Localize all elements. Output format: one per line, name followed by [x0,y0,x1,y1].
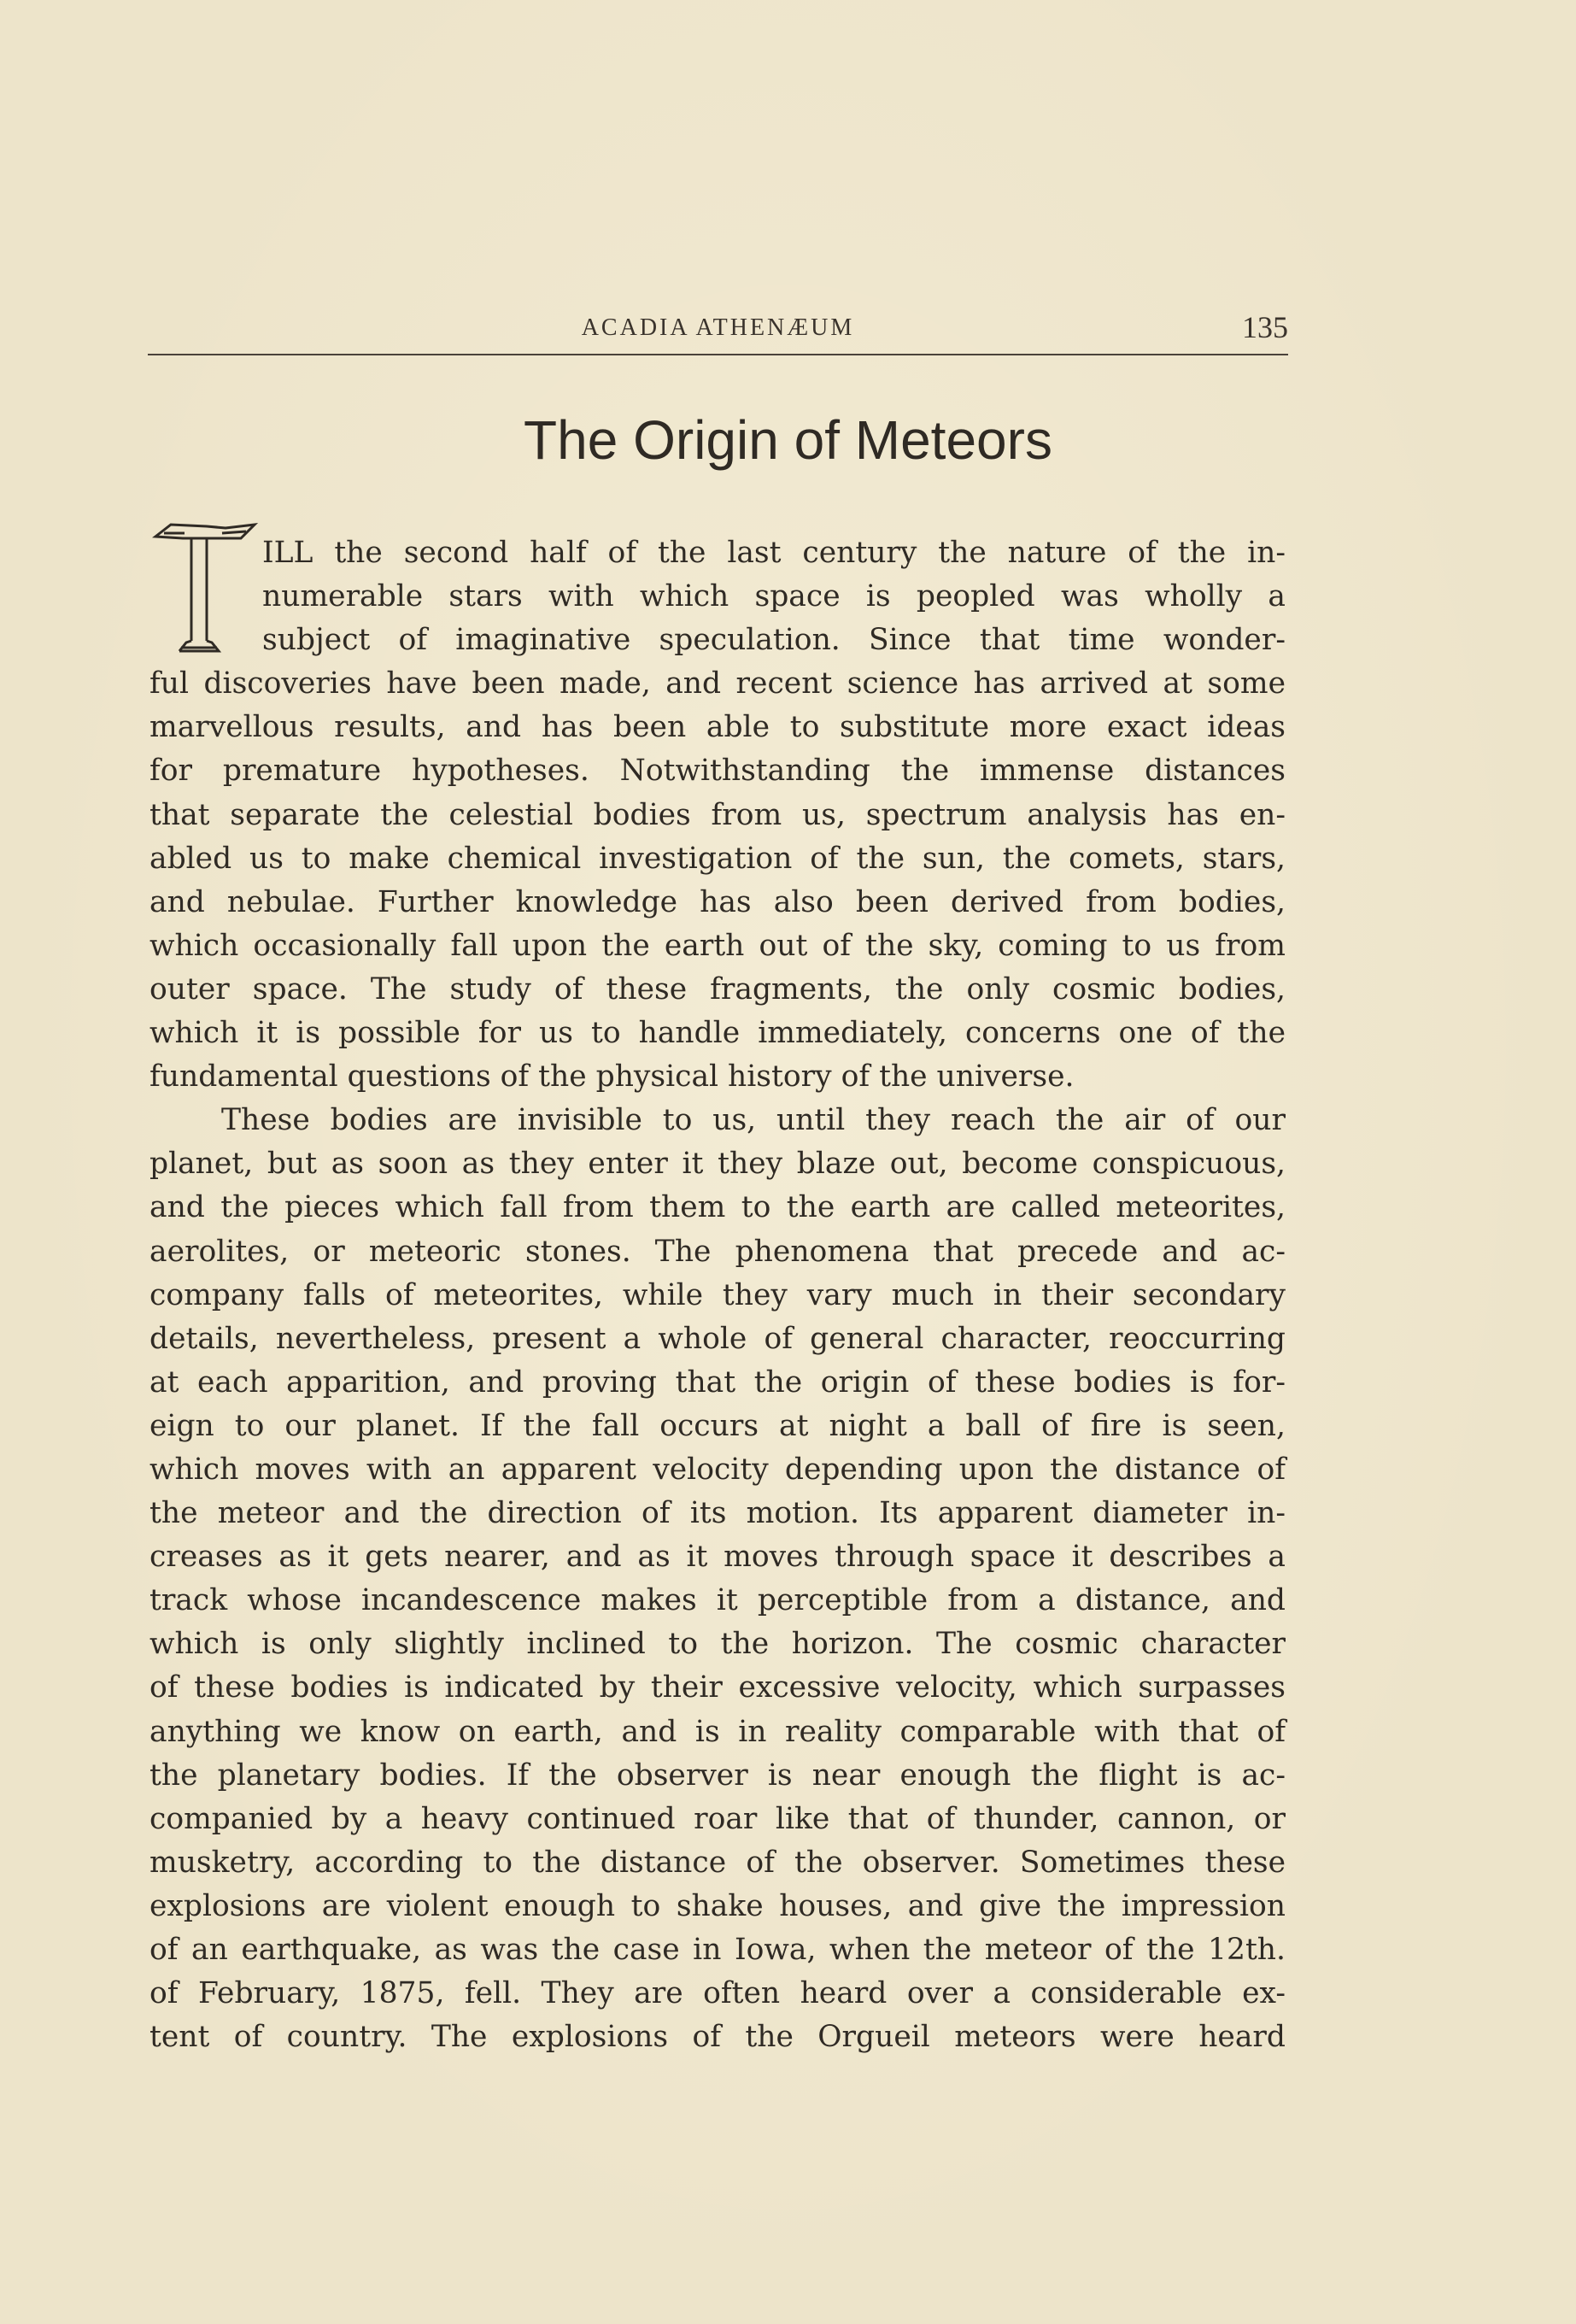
text-line: outer space. The study of these fragments, the only cosmic bodies, [149,971,1286,1006]
running-head [148,309,1288,355]
text-line: at each apparition, and proving that the origin of these bodies is for- [149,1364,1286,1400]
text-line: which is only slightly inclined to the horizon. The cosmic character [149,1627,1286,1662]
text-line: which it is possible for us to handle immediately, concerns one of the [149,1016,1286,1051]
text-line: fundamental questions of the physical history of the universe. [149,1059,1075,1095]
text-line: for premature hypotheses. Notwithstanding the immense distances [149,754,1286,789]
text-line: companied by a heavy continued roar like that of thunder, cannon, or [149,1801,1286,1836]
text-line: which moves with an apparent velocity depending upon the distance of [149,1452,1286,1487]
text-line: abled us to make chemical investigation of the sun, the comets, stars, [149,841,1286,876]
text-line: tent of country. The explosions of the Orgueil meteors were heard [149,2020,1286,2055]
text-line: anything we know on earth, and is in reality comparable with that of [149,1714,1286,1749]
text-line: musketry, according to the distance of the observer. Sometimes these [149,1845,1286,1880]
text-line: and nebulae. Further knowledge has also been derived from bodies, [149,884,1286,919]
text-line: eign to our planet. If the fall occurs at night a ball of fire is seen, [149,1408,1286,1443]
text-line: creases as it gets nearer, and as it moves through space it describes a [149,1540,1286,1575]
paragraph-first-line: These bodies are invisible to us, until they reach the air of our [221,1103,1286,1138]
running-title: ACADIA ATHENÆUM [581,314,855,341]
text-line: track whose incandescence makes it perceptible from a distance, and [149,1583,1286,1618]
text-line: the meteor and the direction of its motion. Its apparent diameter in- [149,1496,1286,1531]
article-body [149,531,1286,2059]
first-line: ILL the second half of the last century the nature of the in- [262,536,1286,570]
text-line: planet, but as soon as they enter it they blaze out, become conspicuous, [149,1147,1286,1182]
text-line: ful discoveries have been made, and recent science has arrived at some [149,666,1286,701]
text-line: that separate the celestial bodies from us, spectrum analysis has en- [149,797,1286,832]
text-line: the planetary bodies. If the observer is near enough the flight is ac- [149,1758,1286,1793]
article-title: The Origin of Meteors [524,409,1052,471]
text-line: subject of imaginative speculation. Since that time wonder- [262,623,1286,658]
text-line: of an earthquake, as was the case in Iowa, when the meteor of the 12th. [149,1933,1286,1967]
text-line: and the pieces which fall from them to the earth are called meteorites, [149,1190,1286,1225]
text-line: aerolites, or meteoric stones. The phenomena that precede and ac- [149,1234,1286,1269]
text-line: of these bodies is indicated by their excessive velocity, which surpasses [149,1670,1286,1705]
text-line: details, nevertheless, present a whole of general character, reoccurring [149,1321,1286,1356]
page-number: 135 [1242,310,1288,344]
text-line: numerable stars with which space is peopled was wholly a [262,579,1286,614]
text-line: explosions are violent enough to shake houses, and give the impression [149,1888,1286,1923]
text-line: company falls of meteorites, while they vary much in their secondary [149,1277,1286,1312]
text-line: which occasionally fall upon the earth out of the sky, coming to us from [149,928,1286,963]
text-line: of February, 1875, fell. They are often heard over a considerable ex- [149,1976,1286,2011]
text-line: marvellous results, and has been able to substitute more exact ideas [149,710,1286,745]
